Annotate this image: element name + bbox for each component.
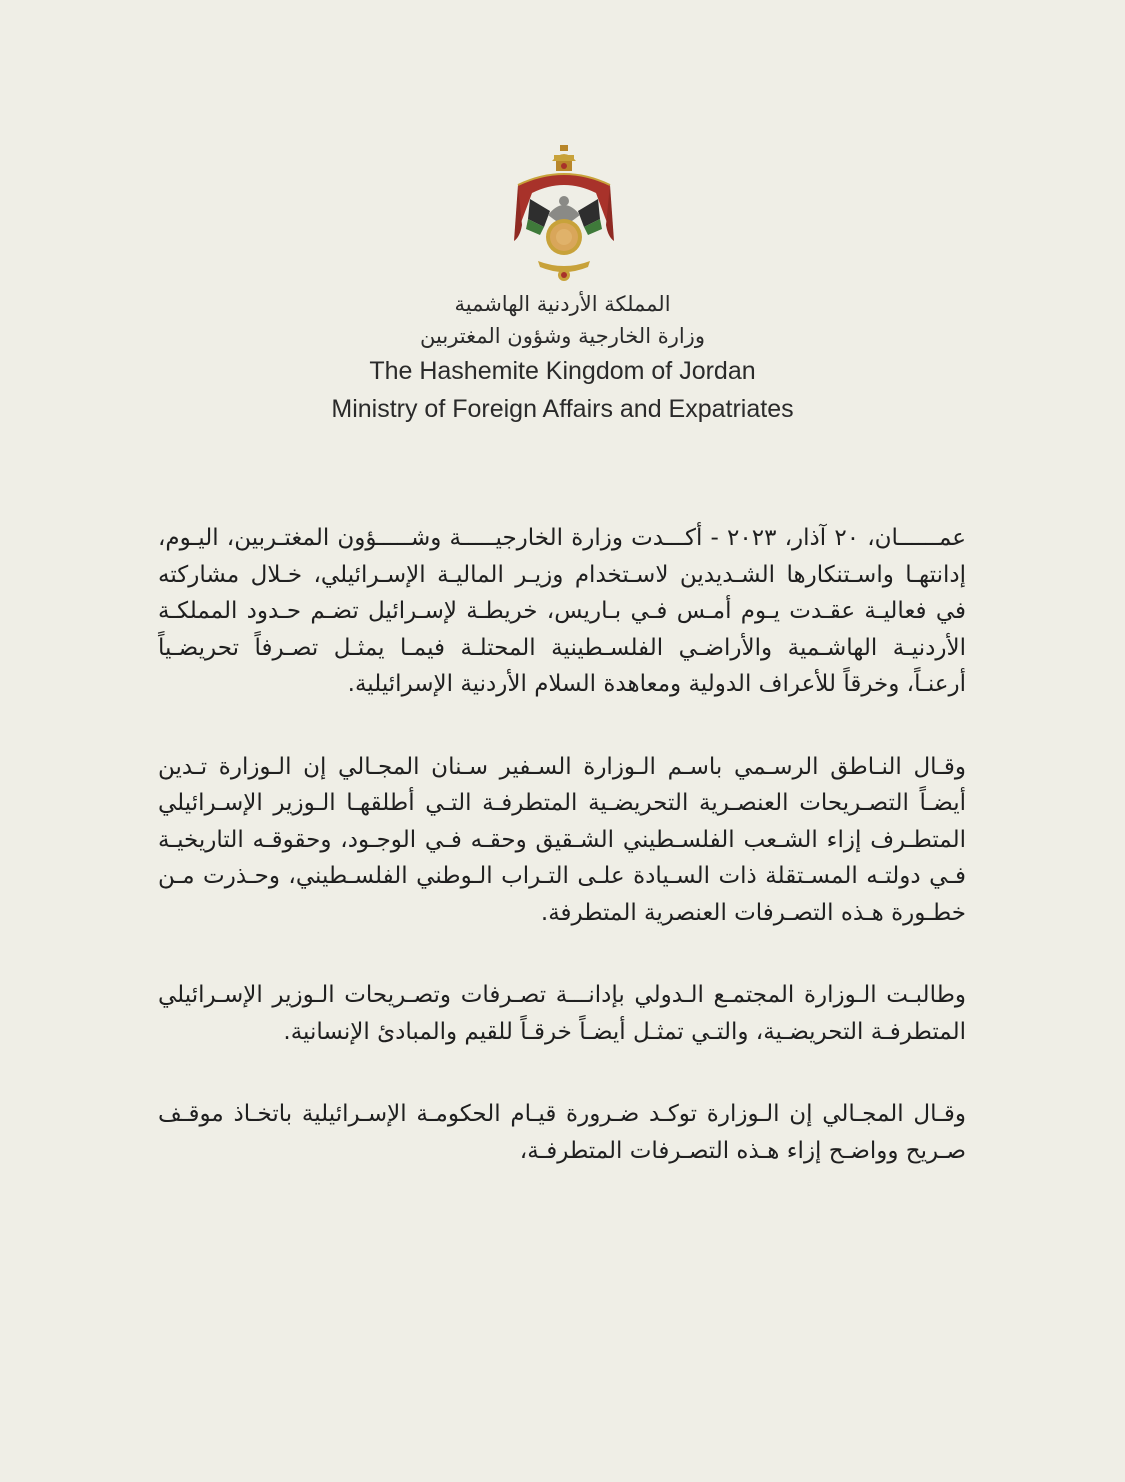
hashemite-coat-of-arms-icon	[508, 145, 620, 285]
statement-paragraph: وقـال المجـالي إن الـوزارة توكـد ضـرورة قيـام الحكومـة الإسـرائيلية باتخـاذ موقـف صـريح وواضـح إزاء هـذه التصـرفات المتطرفـة،	[158, 1101, 966, 1164]
statement-paragraph: وقـال النـاطق الرسـمي باسـم الـوزارة السـفير سـنان المجـالي إن الـوزارة تـدين أيضـاً التصـريحات العنصـرية التحريضـية المتطرفـة التـي أطلقهـا الـوزير الإسـرائيلي المتطـرف إزاء الشـعب الفلسـطيني الشـقيق وحقـه فـي الوجـود، وحقوقـه التاريخيـة فـي دولتـه المسـتقلة ذات السـيادة علـى التـراب الـوطني الفلسـطيني، وحـذرت مـن خطـورة هـذه التصـرفات العنصرية المتطرفة.	[158, 753, 966, 926]
statement-body	[158, 520, 966, 1215]
letterhead	[0, 288, 1125, 428]
ministry-name-arabic: وزارة الخارجية وشؤون المغتربين	[420, 324, 705, 348]
scroll-medal-icon	[538, 261, 590, 281]
shield-icon	[546, 219, 582, 255]
kingdom-name-arabic: المملكة الأردنية الهاشمية	[454, 292, 671, 316]
statement-paragraph: عمــــــان، ٢٠ آذار، ٢٠٢٣ - أكـــدت وزارة الخارجيـــــة وشـــــؤون المغتـربين، اليـوم، إدانتهـا واسـتنكارها الشـديدين لاسـتخدام وزيـر الماليـة الإسـرائيلي، خـلال مشاركته في فعاليـة عقـدت يـوم أمـس فـي بـاريس، خريطـة لإسـرائيل تضـم حـدود المملكـة الأردنيـة الهاشـمية والأراضـي الفلسـطينية المحتلـة فيمـا يمثـل تصـرفاً تحريضـياً أرعنـاً، وخرقاً للأعراف الدولية ومعاهدة السلام الأردنية الإسرائيلية.	[158, 525, 966, 697]
crown-icon	[552, 145, 576, 171]
eagle-icon	[548, 196, 580, 221]
ministry-name-english: Ministry of Foreign Affairs and Expatriates	[331, 395, 794, 423]
statement-paragraph: وطالبـت الـوزارة المجتمـع الـدولي بإدانـــة تصـرفات وتصـريحات الـوزير الإسـرائيلي المتطرفـة التحريضـية، والتـي تمثـل أيضـاً خرقـاً للقيم والمبادئ الإنسانية.	[158, 982, 966, 1045]
kingdom-name-english: The Hashemite Kingdom of Jordan	[369, 357, 756, 385]
